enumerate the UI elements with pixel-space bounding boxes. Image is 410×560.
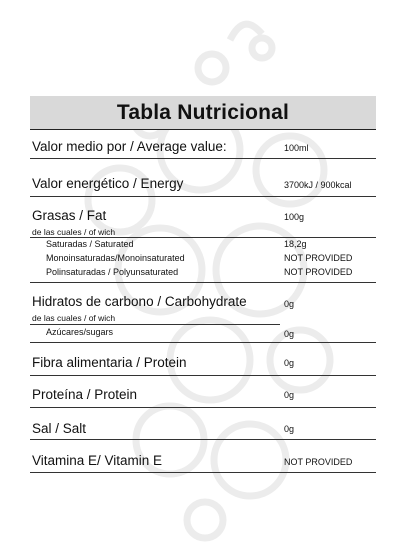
average-label: Valor medio por / Average value:	[32, 139, 227, 154]
salt-label: Sal / Salt	[32, 421, 87, 436]
monounsaturated-value: NOT PROVIDED	[284, 253, 353, 263]
divider	[30, 282, 376, 283]
carbohydrate-label: Hidratos de carbono / Carbohydrate	[32, 294, 247, 309]
fiber-label: Fibra alimentaria / Protein	[32, 355, 187, 370]
divider	[30, 375, 376, 376]
divider	[30, 342, 376, 343]
fat-label: Grasas / Fat	[32, 208, 107, 223]
carbohydrate-value: 0g	[284, 299, 295, 309]
average-value: 100ml	[284, 143, 309, 153]
polyunsaturated-label: Polinsaturadas / Polyunsaturated	[46, 267, 179, 277]
polyunsaturated-value: NOT PROVIDED	[284, 267, 353, 277]
divider	[30, 237, 376, 238]
protein-label: Proteína / Protein	[32, 387, 138, 402]
protein-value: 0g	[284, 390, 295, 400]
table-title: Tabla Nutricional	[30, 96, 376, 130]
fat-value: 100g	[284, 212, 305, 222]
salt-value: 0g	[284, 424, 295, 434]
divider	[30, 439, 376, 440]
vitamin-e-label: Vitamina E/ Vitamin E	[32, 453, 163, 468]
fiber-value: 0g	[284, 358, 295, 368]
saturated-value: 18,2g	[284, 239, 307, 249]
sugars-value: 0g	[284, 329, 295, 339]
vitamin-e-value: NOT PROVIDED	[284, 457, 353, 467]
carbohydrate-sub-label: de las cuales / of wich	[32, 313, 116, 323]
energy-value: 3700kJ / 900kcal	[284, 180, 352, 190]
nutrition-table	[30, 96, 376, 468]
divider	[30, 196, 376, 197]
divider	[30, 472, 376, 473]
divider	[30, 158, 376, 159]
divider	[30, 324, 280, 325]
sugars-label: Azúcares/sugars	[46, 327, 114, 337]
monounsaturated-label: Monoinsaturadas/Monoinsaturated	[46, 253, 185, 263]
energy-label: Valor energético / Energy	[32, 176, 184, 191]
fat-sub-label: de las cuales / of wich	[32, 227, 116, 237]
divider	[30, 407, 376, 408]
saturated-label: Saturadas / Saturated	[46, 239, 134, 249]
